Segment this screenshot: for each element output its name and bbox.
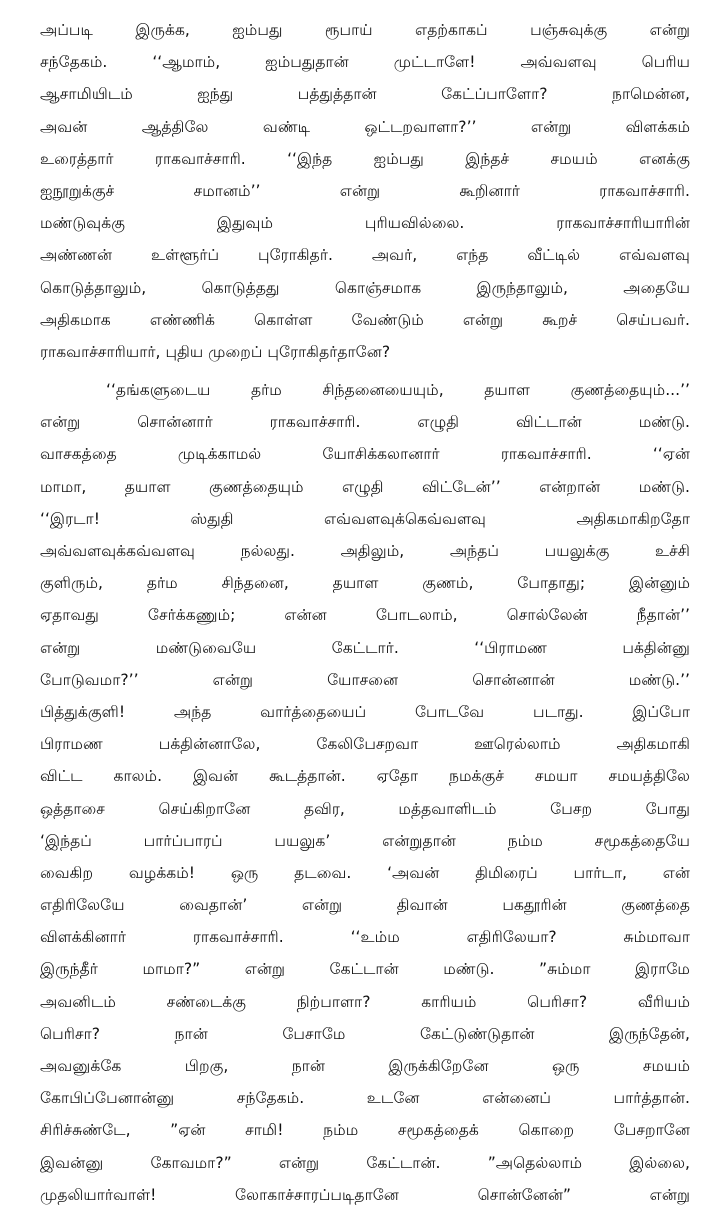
text-line: அவ்வளவுக்கவ்வளவு நல்லது. அதிலும், அந்தப் பயலுக்கு உச்சி xyxy=(40,542,690,560)
text-line: பெரிசா? நான் பேசாமே கேட்டுண்டுதான் இருந்தேன், xyxy=(40,1024,690,1043)
text-line: ‘‘தங்களுடைய தர்ம சிந்தனையையும், தயாள குணத்தையும்...’’ xyxy=(106,381,690,400)
text-line: கோபிப்பேனான்னு சந்தேகம். உடனே என்னைப் பார்த்தான். xyxy=(40,1089,690,1108)
text-line: பித்துக்குளி! அந்த வார்த்தையைப் போடவே படாது. இப்போ xyxy=(40,702,690,721)
text-line: உரைத்தார் ராகவாச்சாரி. ‘‘இந்த ஐம்பது இந்தச் சமயம் எனக்கு xyxy=(40,149,690,168)
text-line: மாமா, தயாள குணத்தையும் எழுதி விட்டேன்’’ என்றான் மண்டு. xyxy=(40,477,690,496)
text-line: அவனிடம் சண்டைக்கு நிற்பாளா? காரியம் பெரிசா? வீரியம் xyxy=(40,992,690,1011)
text-line: சந்தேகம். ‘‘ஆமாம், ஐம்பதுதான் முட்டாளே! அவ்வளவு பெரிய xyxy=(40,53,690,72)
text-line: அண்ணன் உள்ளூர்ப் புரோகிதர். அவர், எந்த வீட்டில் எவ்வளவு xyxy=(40,246,690,265)
text-line: குளிரும், தர்ம சிந்தனை, தயாள குணம், போதாது; இன்னும் xyxy=(40,574,690,593)
text-line: போடுவமா?’’ என்று யோசனை சொன்னான் மண்டு.’’ xyxy=(40,670,690,689)
text-line: ‘இந்தப் பார்ப்பாரப் பயலுக’ என்றுதான் நம்ம சமூகத்தையே xyxy=(40,831,690,850)
text-line: இருந்தீர் மாமா?” என்று கேட்டான் மண்டு. ”சும்மா இராமே xyxy=(40,960,690,979)
text-line: விளக்கினார் ராகவாச்சாரி. ‘‘உம்ம எதிரிலேயா? சும்மாவா xyxy=(40,928,690,947)
text-line: எதிரிலேயே வைதான்’ என்று திவான் பகதூரின் குணத்தை xyxy=(40,896,690,915)
text-line: என்று மண்டுவையே கேட்டார். ‘‘பிராமண பக்தின்னு xyxy=(40,638,690,657)
text-line: இவன்னு கோவமா?” என்று கேட்டான். ”அதெல்லாம் இல்லை, xyxy=(40,1153,690,1172)
text-line: சிரிச்சுண்டே, ”ஏன் சாமி! நம்ம சமூகத்தைக் கொறை பேசறானே xyxy=(40,1121,690,1140)
paragraph xyxy=(40,14,690,368)
text-line: முதலியார்வாள்! லோகாச்சாரப்படிதானே சொன்னேன்” என்று xyxy=(40,1185,690,1204)
text-line: விட்ட காலம். இவன் கூடத்தான். ஏதோ நமக்குச் சமயா சமயத்திலே xyxy=(40,767,690,786)
text-line: ஏதாவது சேர்க்கணும்; என்ன போடலாம், சொல்லேன் நீதான்’’ xyxy=(40,606,690,625)
text-line: என்று சொன்னார் ராகவாச்சாரி. எழுதி விட்டான் மண்டு. xyxy=(40,413,690,432)
text-line: மண்டுவுக்கு இதுவும் புரியவில்லை. ராகவாச்சாரியாரின் xyxy=(40,214,690,233)
text-line: ராகவாச்சாரியார், புதிய முறைப் புரோகிதர்தானே? xyxy=(40,342,391,361)
text-line: வைகிற வழக்கம்! ஒரு தடவை. ‘அவன் திமிரைப் பார்டா, என் xyxy=(40,863,690,882)
text-line: ஆசாமியிடம் ஐந்து பத்துத்தான் கேட்ப்பாளோ? நாமென்ன, xyxy=(40,85,690,104)
body-text xyxy=(40,14,690,1211)
text-line: வாசகத்தை முடிக்காமல் யோசிக்கலானார் ராகவாச்சாரி. ‘‘ஏன் xyxy=(40,445,690,464)
text-line: ஐநூறுக்குச் சமானம்’’ என்று கூறினார் ராகவாச்சாரி. xyxy=(40,181,690,200)
paragraph xyxy=(40,374,690,1211)
text-line: பிராமண பக்தின்னாலே, கேலிபேசறவா ஊரெல்லாம் அதிகமாகி xyxy=(40,735,690,754)
text-line: கொடுத்தாலும், கொடுத்தது கொஞ்சமாக இருந்தாலும், அதையே xyxy=(40,278,690,297)
text-line: அவன் ஆத்திலே வண்டி ஒட்டறவாளா?’’ என்று விளக்கம் xyxy=(40,117,690,136)
text-line: அப்படி இருக்க, ஐம்பது ரூபாய் எதற்காகப் பஞ்சுவுக்கு என்று xyxy=(40,21,690,39)
text-line: ஒத்தாசை செய்கிறானே தவிர, மத்தவாளிடம் பேசற போது xyxy=(40,799,690,818)
text-line: அவனுக்கே பிறகு, நான் இருக்கிறேனே ஒரு சமயம் xyxy=(40,1057,690,1075)
text-line: ‘‘இரடா! ஸ்துதி எவ்வளவுக்கெவ்வளவு அதிகமாகிறதோ xyxy=(40,509,690,528)
text-line: அதிகமாக எண்ணிக் கொள்ள வேண்டும் என்று கூறச் செய்பவர். xyxy=(40,310,690,329)
